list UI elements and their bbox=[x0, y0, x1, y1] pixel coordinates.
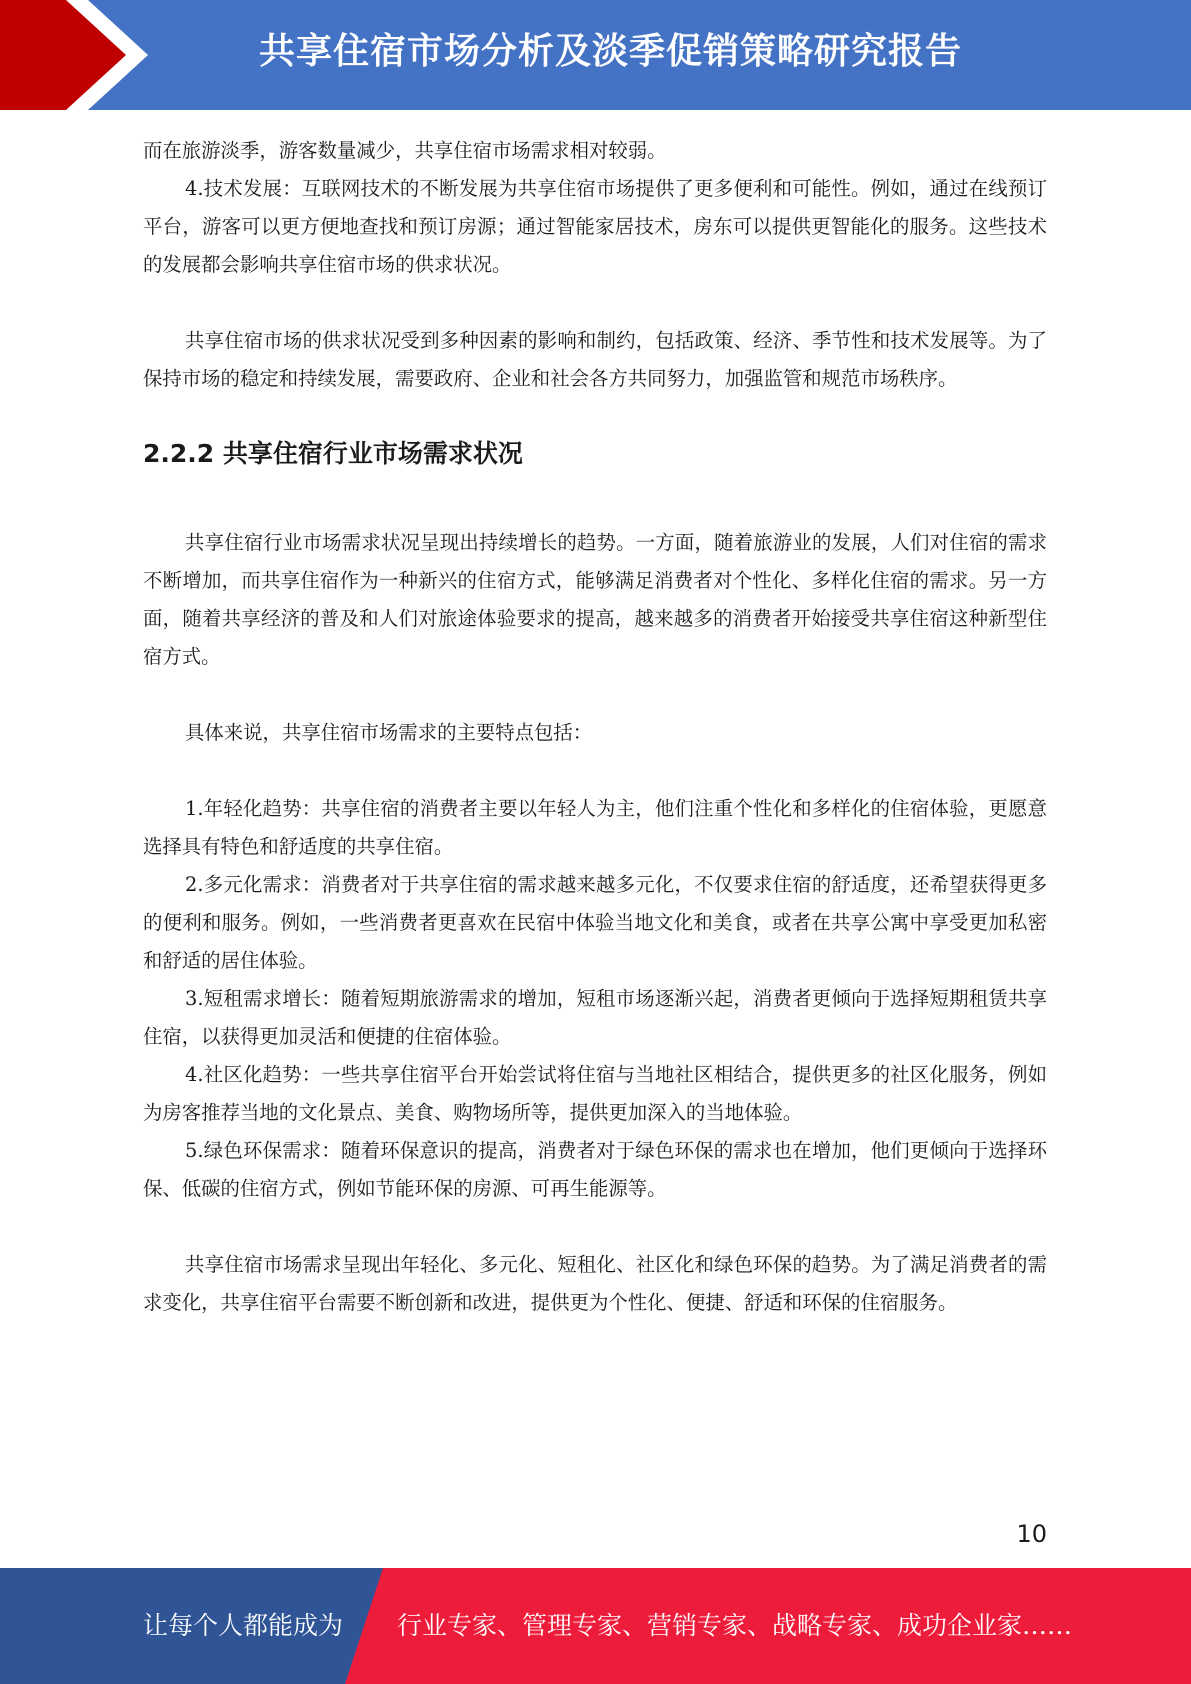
page-header bbox=[0, 0, 1191, 110]
footer-slogan-right: 行业专家、管理专家、营销专家、战略专家、成功企业家…… bbox=[397, 1611, 1073, 1640]
header-arrow-icon bbox=[0, 0, 160, 110]
paragraph: 共享住宿行业市场需求状况呈现出持续增长的趋势。一方面，随着旅游业的发展，人们对住宿的需求不断增加，而共享住宿作为一种新兴的住宿方式，能够满足消费者对个性化、多样化住宿的需求。另一方面，随着共享经济的普及和人们对旅途体验要求的提高，越来越多的消费者开始接受共享住宿这种新型住宿方式。 bbox=[143, 531, 1047, 668]
paragraph: 具体来说，共享住宿市场需求的主要特点包括： bbox=[185, 721, 593, 744]
page-content bbox=[143, 132, 1047, 1322]
paragraph: 而在旅游淡季，游客数量减少，共享住宿市场需求相对较弱。 bbox=[143, 139, 667, 162]
list-item: 3.短租需求增长：随着短期旅游需求的增加，短租市场逐渐兴起，消费者更倾向于选择短期租赁共享住宿，以获得更加灵活和便捷的住宿体验。 bbox=[143, 987, 1047, 1048]
list-item: 5.绿色环保需求：随着环保意识的提高，消费者对于绿色环保的需求也在增加，他们更倾向于选择环保、低碳的住宿方式，例如节能环保的房源、可再生能源等。 bbox=[143, 1139, 1047, 1200]
list-item: 4.社区化趋势：一些共享住宿平台开始尝试将住宿与当地社区相结合，提供更多的社区化服务，例如为房客推荐当地的文化景点、美食、购物场所等，提供更加深入的当地体验。 bbox=[143, 1063, 1047, 1124]
footer-slogan-left: 让每个人都能成为 bbox=[143, 1611, 344, 1640]
section-heading: 2.2.2 共享住宿行业市场需求状况 bbox=[143, 439, 523, 468]
paragraph: 共享住宿市场的供求状况受到多种因素的影响和制约，包括政策、经济、季节性和技术发展等。为了保持市场的稳定和持续发展，需要政府、企业和社会各方共同努力，加强监管和规范市场秩序。 bbox=[143, 329, 1047, 390]
page-number: 10 bbox=[1016, 1520, 1047, 1548]
list-item: 2.多元化需求：消费者对于共享住宿的需求越来越多元化，不仅要求住宿的舒适度，还希望获得更多的便利和服务。例如，一些消费者更喜欢在民宿中体验当地文化和美食，或者在共享公寓中享受更加私密和舒适的居住体验。 bbox=[143, 873, 1047, 972]
page-footer bbox=[0, 1568, 1191, 1684]
paragraph: 共享住宿市场需求呈现出年轻化、多元化、短租化、社区化和绿色环保的趋势。为了满足消费者的需求变化，共享住宿平台需要不断创新和改进，提供更为个性化、便捷、舒适和环保的住宿服务。 bbox=[143, 1253, 1047, 1314]
list-item: 1.年轻化趋势：共享住宿的消费者主要以年轻人为主，他们注重个性化和多样化的住宿体验，更愿意选择具有特色和舒适度的共享住宿。 bbox=[143, 797, 1047, 858]
paragraph: 4.技术发展：互联网技术的不断发展为共享住宿市场提供了更多便利和可能性。例如，通过在线预订平台，游客可以更方便地查找和预订房源；通过智能家居技术，房东可以提供更智能化的服务。这些技术的发展都会影响共享住宿市场的供求状况。 bbox=[143, 177, 1047, 276]
document-title: 共享住宿市场分析及淡季促销策略研究报告 bbox=[258, 31, 962, 72]
